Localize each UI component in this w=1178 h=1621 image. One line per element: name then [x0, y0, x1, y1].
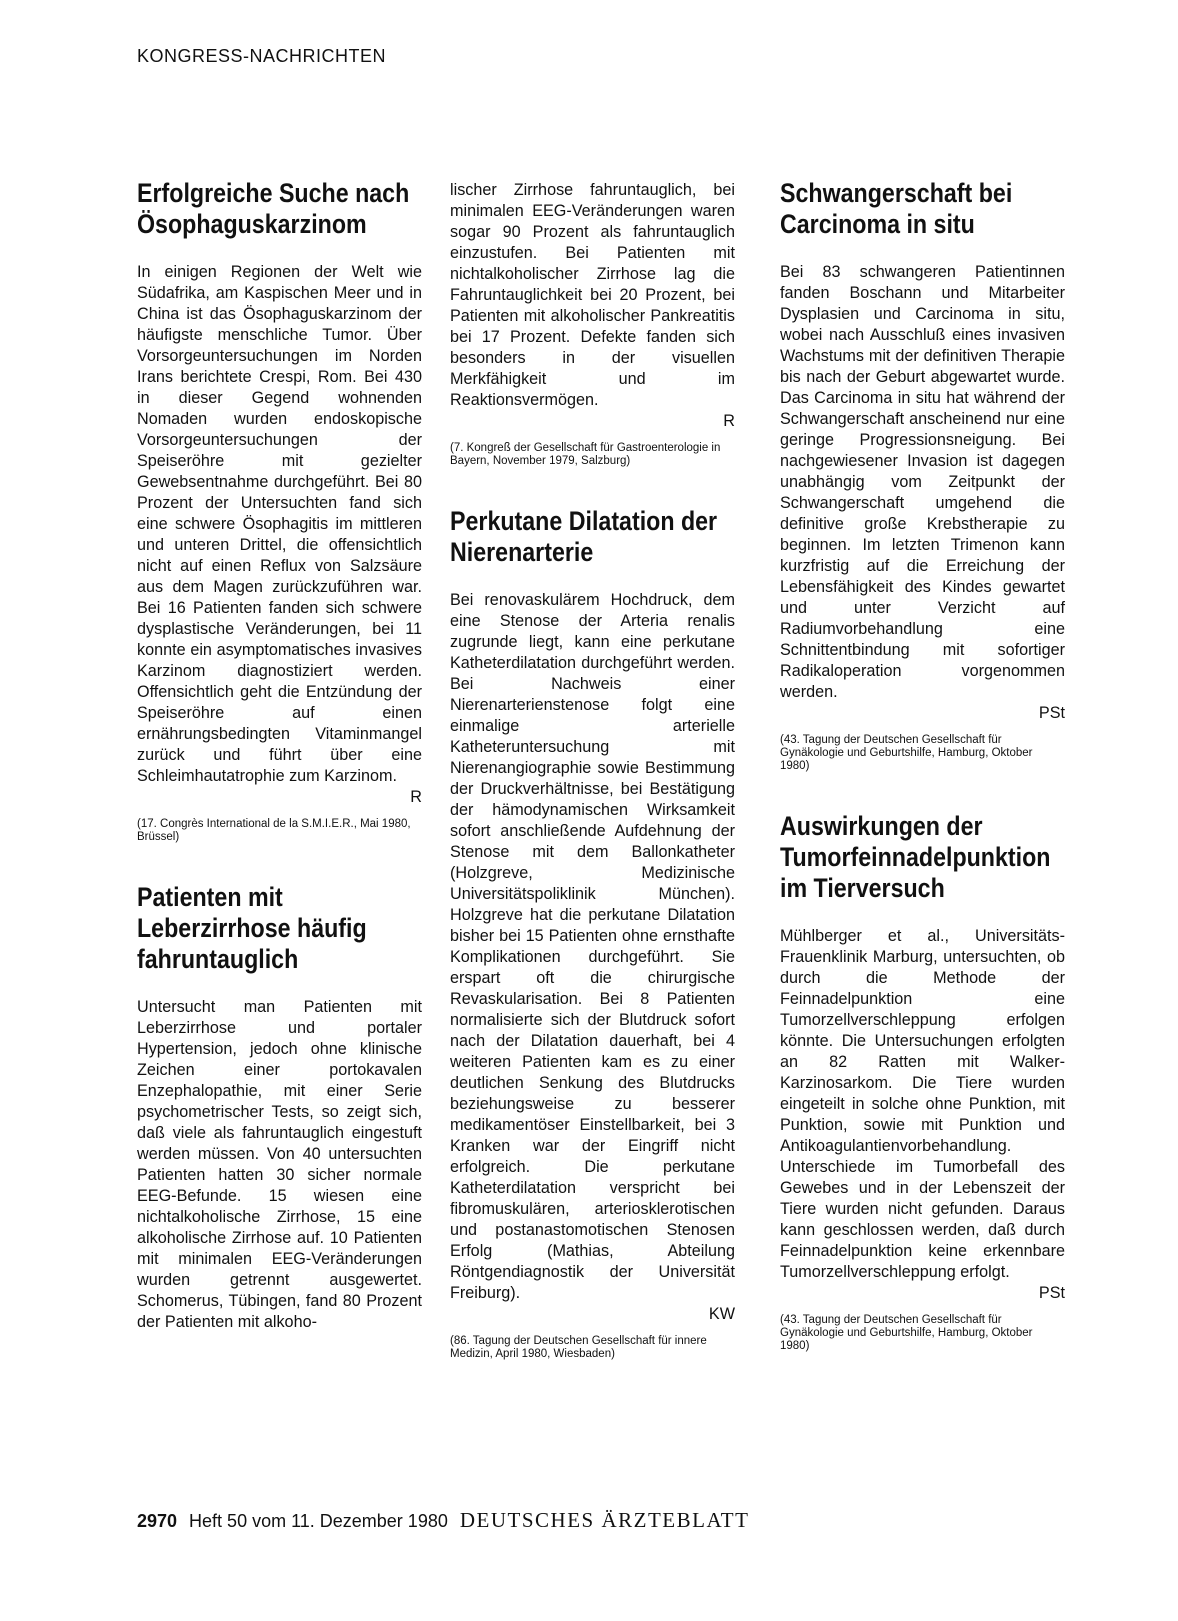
author-initials: PSt [1038, 1284, 1065, 1302]
signature-line [780, 1283, 1065, 1304]
article-body: Mühlberger et al., Universitäts-Frauenklinik Marburg, untersuchten, ob durch die Methode der Feinnadelpunktion eine Tumorzellverschleppung erfolgen könnte. Die Untersuchungen erfolgten an 82 Ratten mit Walker-Karzinosarkom. Die Tiere wurden eingeteilt in solche ohne Punktion, mit Punktion, sowie mit Punktion und Antikoagulantienvorbehandlung. Unterschiede im Tumorbefall des Gewebes und in der Lebenszeit der Tiere wurden nicht gefunden. Daraus kann geschlossen werden, daß durch Feinnadelpunktion keine erkennbare Tumorzellverschleppung erfolgt. [780, 927, 1065, 1281]
column-3 [780, 178, 1065, 1391]
journal-name: DEUTSCHES ÄRZTEBLATT [459, 1508, 750, 1532]
article-body: Bei renovaskulärem Hochdruck, dem eine Stenose der Arteria renalis zugrunde liegt, kann eine perkutane Katheterdilatation durchgeführt werden. Bei Nachweis einer Nierenarterienstenose folgt eine einmalige arterielle Katheteruntersuchung mit Nierenangiographie sowie Bestimmung der Druckverhältnisse, bei Bestätigung der hämodynamischen Wirksamkeit sofort anschließende Aufdehnung der Stenose mit dem Ballonkatheter (Holzgreve, Medizinische Universitätspoliklinik München). Holzgreve hat die perkutane Dilatation bisher bei 15 Patienten ohne ernsthafte Komplikationen durchgeführt. Sie erspart oft die chirurgische Revaskularisation. Bei 8 Patienten normalisierte sich der Blutdruck sofort nach der Dilatation dauerhaft, bei 4 weiteren Patienten kam es zu einer deutlichen Senkung des Blutdrucks beziehungsweise zu besserer medikamentöser Einstellbarkeit, bei 3 Kranken war der Eingriff nicht erfolgreich. Die perkutane Katheterdilatation verspricht bei fibromuskulären, arteriosklerotischen und postanastomotischen Stenosen Erfolg (Mathias, Abteilung Röntgendiagnostik der Universität Freiburg). [450, 591, 735, 1302]
article-source: (43. Tagung der Deutschen Gesellschaft für Gynäkologie und Geburtshilfe, Hamburg, Oktober 1980) [780, 734, 1033, 772]
running-head: KONGRESS-NACHRICHTEN [137, 46, 387, 66]
page-footer [137, 1508, 749, 1533]
article-body: Untersucht man Patienten mit Leberzirrhose und portaler Hypertension, jedoch ohne klinische Zeichen einer portokavalen Enzephalopathie, mit einer Serie psychometrischer Tests, so zeigt sich, daß viele als fahruntauglich eingestuft werden müssen. Von 40 untersuchten Patienten hatten 30 sicher normale EEG-Befunde. 15 wiesen eine nichtalkoholische Zirrhose, 15 eine alkoholische Zirrhose auf. 10 Patienten mit minimalen EEG-Veränderungen wurden getrennt ausgewertet. Schomerus, Tübingen, fand 80 Prozent der Patienten mit alkoho- [137, 998, 422, 1331]
article-title: Patienten mit Leberzirrhose häufig fahruntauglich [137, 882, 367, 974]
signature-line [137, 787, 422, 808]
article-title: Perkutane Dilatation der Nierenarterie [450, 506, 718, 567]
author-initials: R [723, 412, 735, 430]
article-carcinoma-in-situ [780, 178, 1065, 773]
author-initials: R [410, 788, 422, 806]
article-oesophaguskarzinom [137, 178, 422, 844]
article-feinnadelpunktion [780, 811, 1065, 1353]
article-source: (43. Tagung der Deutschen Gesellschaft für Gynäkologie und Geburtshilfe, Hamburg, Oktober 1980) [780, 1314, 1033, 1352]
article-body: lischer Zirrhose fahruntauglich, bei minimalen EEG-Veränderungen waren sogar 90 Prozent als fahruntauglich einzustufen. Bei Patienten mit nichtalkoholischer Zirrhose lag die Fahruntauglichkeit bei 20 Prozent, bei Patienten mit alkoholischer Pankreatitis bei 17 Prozent. Defekte fanden sich besonders in der visuellen Merkfähigkeit und im Reaktionsvermögen. [450, 181, 735, 409]
column-1 [137, 178, 422, 1371]
article-nierenarterie [450, 506, 735, 1361]
article-body: Bei 83 schwangeren Patientinnen fanden Boschann und Mitarbeiter Dysplasien und Carcinoma in situ, wobei nach Ausschluß eines invasiven Wachstums mit der definitiven Therapie bis nach der Geburt abgewartet wurde. Das Carcinoma in situ hat während der Schwangerschaft anscheinend nur eine geringe Progressionsneigung. Bei nachgewiesener Invasion ist dagegen unabhängig vom Zeitpunkt der Schwangerschaft umgehend die definitive große Krebstherapie zu beginnen. Im letzten Trimenon kann kurzfristig auf die Erreichung der Lebensfähigkeit des Kindes gewartet und unter Verzicht auf Radiumvorbehandlung eine Schnittentbindung mit sofortiger Radikaloperation vorgenommen werden. [780, 263, 1065, 701]
author-initials: PSt [1038, 704, 1065, 722]
article-body: In einigen Regionen der Welt wie Südafrika, am Kaspischen Meer und in China ist das Ösophaguskarzinom der häufigste menschliche Tumor. Über Vorsorgeuntersuchungen im Norden Irans berichtete Crespi, Rom. Bei 430 in dieser Gegend wohnenden Nomaden wurden endoskopische Vorsorgeuntersuchungen der Speiseröhre mit gezielter Gewebsentnahme durchgeführt. Bei 80 Prozent der Untersuchten fand sich eine schwere Ösophagitis im mittleren und unteren Drittel, die offensichtlich nicht auf einen Reflux von Salzsäure aus dem Magen zurückzuführen war. Bei 16 Patienten fanden sich schwere dysplastische Veränderungen, bei 11 konnte ein asymptomatisches invasives Karzinom diagnostiziert werden. Offensichtlich geht die Entzündung der Speiseröhre auf einen ernährungsbedingten Vitaminmangel zurück und führt über eine Schleimhautatrophie zum Karzinom. [137, 263, 422, 785]
article-title: Schwangerschaft bei Carcinoma in situ [780, 178, 1013, 239]
article-title: Erfolgreiche Suche nach Ösophaguskarzinom [137, 178, 410, 239]
page-number: 2970 [137, 1511, 178, 1531]
article-source: (86. Tagung der Deutschen Gesellschaft für innere Medizin, April 1980, Wiesbaden) [450, 1335, 707, 1360]
issue-info: Heft 50 vom 11. Dezember 1980 [189, 1511, 448, 1531]
column-2 [450, 180, 735, 1399]
article-leberzirrhose [137, 882, 422, 1333]
article-source: (17. Congrès International de la S.M.I.E.R., Mai 1980, Brüssel) [137, 818, 411, 843]
signature-line [450, 1304, 735, 1325]
author-initials: KW [708, 1305, 735, 1323]
article-leberzirrhose-continued [450, 180, 735, 468]
article-title: Auswirkungen der Tumorfeinnadelpunktion im Tierversuch [780, 811, 1051, 903]
signature-line [450, 411, 735, 432]
article-source: (7. Kongreß der Gesellschaft für Gastroenterologie in Bayern, November 1979, Salzburg) [450, 442, 721, 467]
signature-line [780, 703, 1065, 724]
